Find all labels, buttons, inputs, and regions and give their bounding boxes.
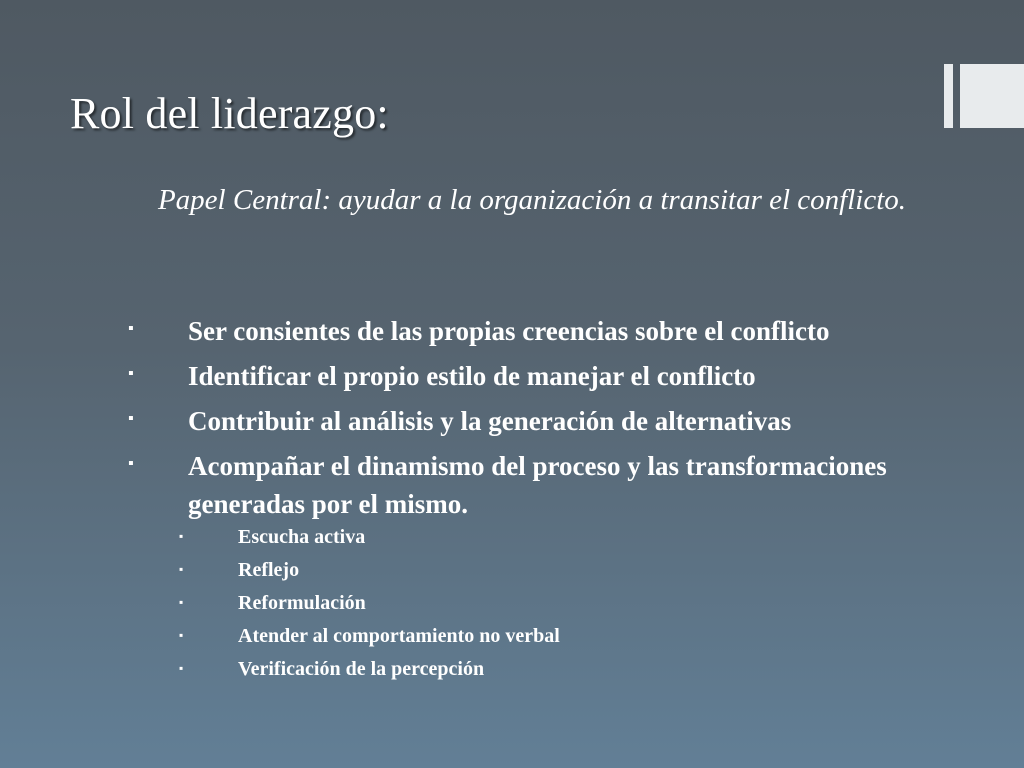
bullet-item [0,447,1024,523]
bullet-square-icon: ▪ [128,455,134,472]
slide-title: Rol del liderazgo: [70,89,389,138]
sub-bullet-square-icon: ▪ [179,529,184,543]
sub-bullet-text: Reformulación [238,592,366,614]
bullet-square-icon: ▪ [128,365,134,382]
bullet-item [0,312,1024,350]
sub-bullet-text: Atender al comportamiento no verbal [238,625,560,647]
sub-bullet-square-icon: ▪ [179,562,184,576]
sub-bullet-item [0,590,1024,616]
slide-subtitle: Papel Central: ayudar a la organización a transitar el conflicto. [157,184,907,216]
sub-bullet-item [0,557,1024,583]
bullet-text: Contribuir al análisis y la generación de alternativas [188,406,792,436]
bullet-text: Ser consientes de las propias creencias sobre el conflicto [188,316,830,346]
bullet-text: Identificar el propio estilo de manejar el conflicto [188,361,756,391]
corner-decoration [944,64,1024,128]
bullet-square-icon: ▪ [128,320,134,337]
bullet-item [0,402,1024,440]
decoration-bar-thin [944,64,953,128]
sub-bullet-square-icon: ▪ [179,661,184,675]
sub-bullet-item [0,656,1024,682]
sub-bullet-text: Verificación de la percepción [238,658,485,680]
bullet-square-icon: ▪ [128,410,134,427]
sub-bullet-square-icon: ▪ [179,595,184,609]
sub-bullet-text: Reflejo [238,559,300,581]
bullet-list [0,312,1024,689]
bullet-text: Acompañar el dinamismo del proceso y las transformaciones generadas por el mismo. [188,451,887,519]
decoration-bar-thick [960,64,1024,128]
sub-bullet-item [0,623,1024,649]
sub-bullet-text: Escucha activa [238,526,366,548]
sub-bullet-item [0,524,1024,550]
bullet-item [0,357,1024,395]
sub-bullet-square-icon: ▪ [179,628,184,642]
